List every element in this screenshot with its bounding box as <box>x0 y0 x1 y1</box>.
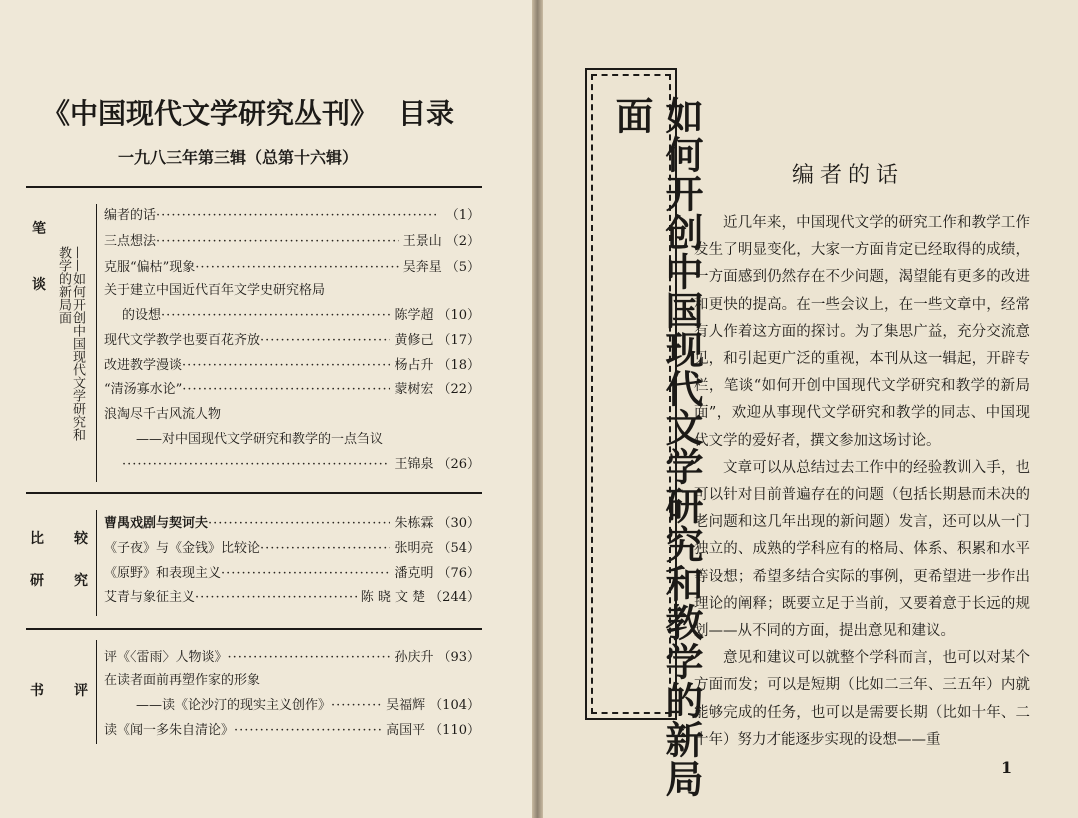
toc-rule-section-3 <box>26 628 482 630</box>
article-heading: 编者的话 <box>792 163 905 188</box>
article-paragraph: 近几年来，中国现代文学的研究工作和教学工作发生了明显变化，大家一方面肯定已经取得的成绩，一方面感到仍然存在不少问题，渴望能有更多的改进和更快的提高。在一些会议上，在一些文章中，经常有人作着这方面的探讨。为了集思广益，充分交流意见，和引起更广泛的重视，本刊从这一辑起，开辟专栏，笔谈“如何开创中国现代文学研究和教学的新局面”，欢迎从事现代文学研究和教学的同志、中国现代文学的爱好者，撰文参加这场讨论。 <box>694 215 1030 449</box>
toc-entry[interactable]: 《原野》和表现主义 ····· 潘克明 （76） <box>104 564 480 584</box>
section-1-vertical-subtitle: ——如何开创中国现代文学研究和教学的新局面 <box>56 246 85 441</box>
toc-entry[interactable]: 克服“偏枯”现象 ····· 吴奔星 （5） <box>104 258 480 278</box>
article-vertical-title: 如何开创中国现代文学研究和教学的新局面 <box>609 96 704 798</box>
toc-rule-section-2 <box>26 492 482 494</box>
toc-entry[interactable]: 浪淘尽千古风流人物 <box>104 407 222 422</box>
toc-entry[interactable]: ——对中国现代文学研究和教学的一点刍议 <box>136 432 384 447</box>
toc-entry[interactable]: 在读者面前再塑作家的形象 <box>104 673 261 688</box>
section-label-2a: 比 <box>30 531 44 547</box>
article-paragraph: 意见和建议可以就整个学科而言，也可以对某个方面而发；可以是短期（比如二三年、三五年）内就能够完成的任务，也可以是需要长期（比如十年、二十年）努力才能逐步实现的设想——重 <box>694 650 1030 748</box>
section-label-3a: 书 <box>30 683 44 699</box>
toc-entry[interactable]: ····· 王锦泉 （26） <box>122 455 480 475</box>
toc-entry[interactable]: 改进教学漫谈 ····· 杨占升 （18） <box>104 356 480 376</box>
page-number: 1 <box>1001 758 1013 777</box>
toc-entry[interactable]: 评《〈雷雨〉人物谈》 ····· 孙庆升 （93） <box>104 648 480 668</box>
section-1-divider <box>96 204 97 482</box>
section-label-2b: 较 <box>74 531 88 547</box>
toc-entry[interactable]: 读《闻一多朱自清论》 ····· 高国平 （110） <box>104 721 480 741</box>
section-3-divider <box>96 640 97 744</box>
article-body <box>694 210 1030 754</box>
toc-entry[interactable]: 三点想法 ····· 王景山 （2） <box>104 232 480 252</box>
section-label-1a: 笔 <box>32 221 46 237</box>
toc-entry[interactable]: 的设想 ····· 陈学超 （10） <box>122 306 480 326</box>
section-label-2d: 究 <box>74 573 88 589</box>
toc-title-suffix: 目录 <box>398 97 455 130</box>
toc-entry[interactable]: 艾青与象征主义 ····· 陈 晓 文 楚 （244） <box>104 588 480 608</box>
article-paragraph: 文章可以从总结过去工作中的经验教训入手，也可以针对目前普遍存在的问题（包括长期悬而未决的老问题和这几年出现的新问题）发言，还可以从一门独立的、成熟的学科应有的格局、体系、积累和水平等设想；希望多结合实际的事例，更希望进一步作出理论的阐释；既要立足于当前，又要着意于长远的规划——从不同的方面，提出意见和建议。 <box>694 459 1030 640</box>
toc-entry[interactable]: 编者的话 ····· （1） <box>104 206 480 226</box>
toc-entry[interactable]: “清汤寡水论” ····· 蒙树宏 （22） <box>104 380 480 400</box>
toc-title-main: 《中国现代文学研究丛刊》 <box>42 97 379 130</box>
section-label-3b: 评 <box>74 683 88 699</box>
toc-title <box>42 92 482 132</box>
section-label-2c: 研 <box>30 573 44 589</box>
book-gutter <box>532 0 543 818</box>
toc-rule-top <box>26 186 482 188</box>
toc-entry[interactable]: 《子夜》与《金钱》比较论 ····· 张明亮 （54） <box>104 539 480 559</box>
toc-subtitle: 一九八三年第三辑（总第十六辑） <box>118 148 359 167</box>
toc-entry[interactable]: 曹禺戏剧与契诃夫 ····· 朱栋霖 （30） <box>104 514 480 534</box>
toc-entry[interactable]: 现代文学教学也要百花齐放 ····· 黄修己 （17） <box>104 331 480 351</box>
section-2-divider <box>96 510 97 616</box>
section-label-1b: 谈 <box>32 277 46 293</box>
toc-entry[interactable]: ——读《论沙汀的现实主义创作》 ····· 吴福辉 （104） <box>136 696 480 716</box>
toc-entry[interactable]: 关于建立中国近代百年文学史研究格局 <box>104 283 326 298</box>
